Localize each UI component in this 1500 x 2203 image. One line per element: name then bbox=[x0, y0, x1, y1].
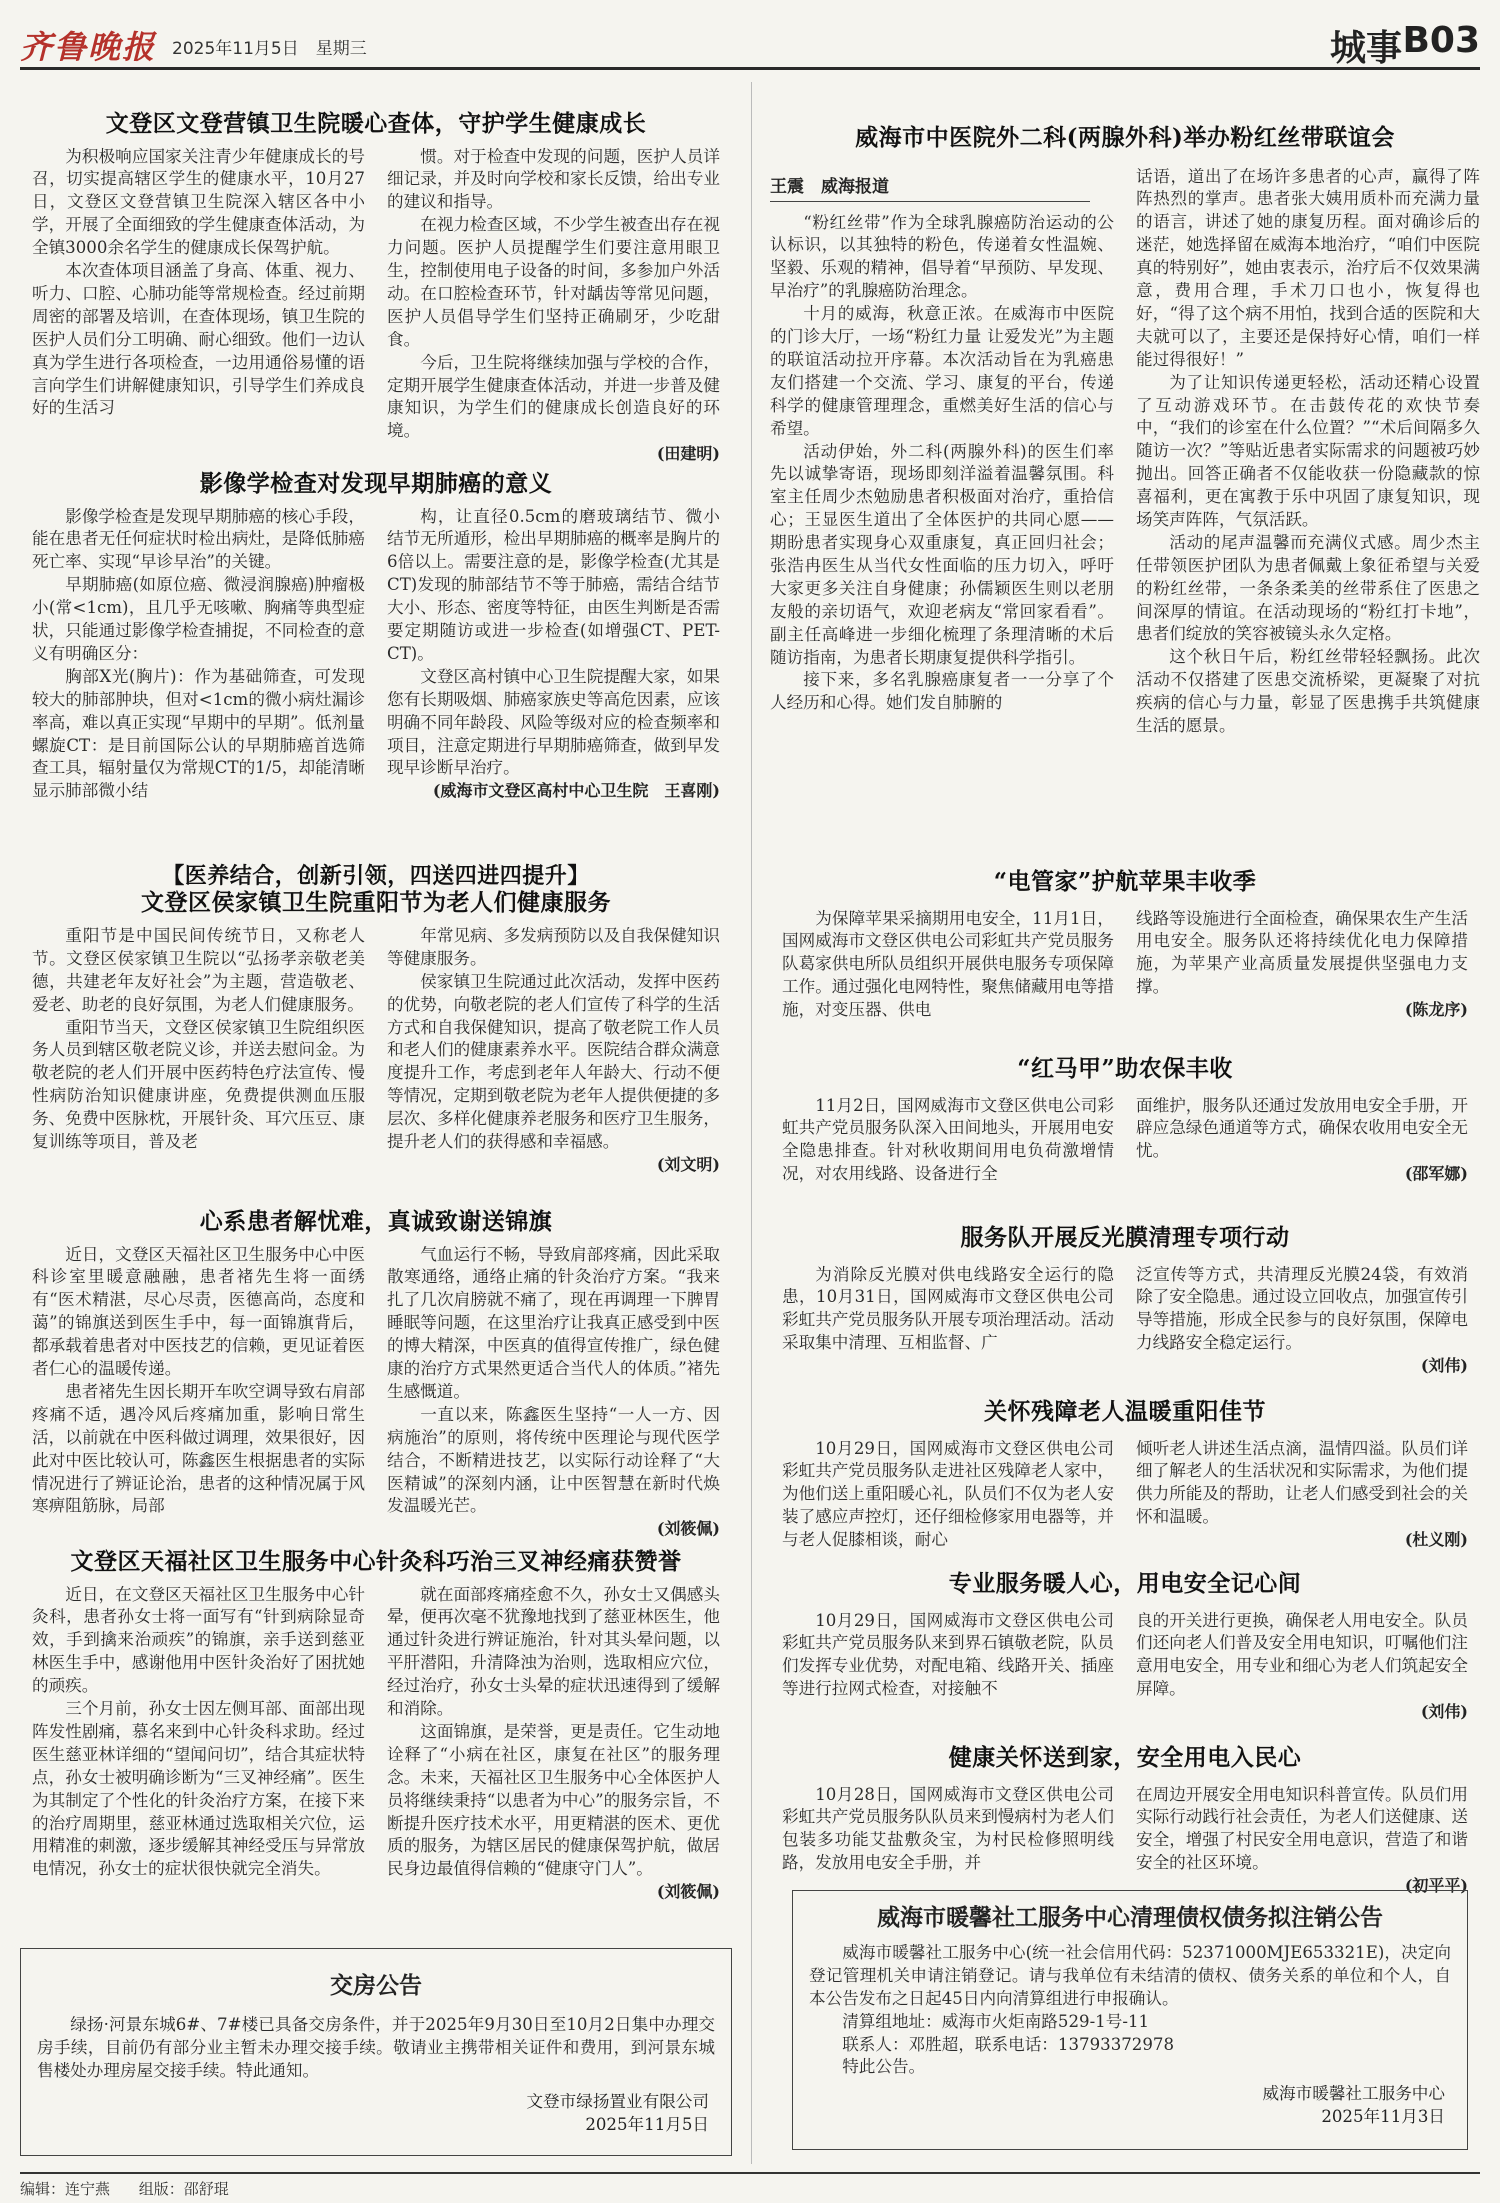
notice-end: 特此公告。 bbox=[842, 2057, 926, 2077]
column-divider bbox=[751, 82, 752, 2164]
paragraph: 重阳节是中国民间传统节日，又称老人节。文登区侯家镇卫生院以“弘扬孝亲敬老美德，共建老年友好社会”为主题，营造敬老、爱老、助老的良好氛围，为老人们健康服务。 bbox=[32, 925, 365, 1014]
article-column-1 bbox=[770, 212, 1114, 738]
article-column-2 bbox=[1136, 1610, 1468, 1724]
article-title: 威海市中医院外二科(两腺外科)举办粉红丝带联谊会 bbox=[855, 124, 1395, 151]
notice-address: 清算组地址：威海市火炬南路529-1号-11 bbox=[842, 2011, 1150, 2031]
deregistration-notice bbox=[792, 1890, 1468, 2150]
paragraph: 十月的威海，秋意正浓。在威海市中医院的门诊大厅，一场“粉红力量 让爱发光”为主题的联谊活动拉开序幕。本次活动旨在为乳癌患友们搭建一个交流、学习、康复的平台，传递科学的健康管理理念，重燃美好生活的信心与希望。 bbox=[770, 304, 1114, 438]
page-footer bbox=[20, 2172, 1480, 2199]
notice-title: 威海市暖馨社工服务中心清理债权债务拟注销公告 bbox=[877, 1904, 1383, 1931]
paragraph: 胸部X光(胸片)：作为基础筛查，可发现较大的肺部肿块，但对<1cm的微小病灶漏诊率高，难以真正实现“早期中的早期”。低剂量螺旋CT：是目前国际公认的早期肺癌首选筛查工具，辐射量仅为常规CT的1/5，却能清晰显示肺部微小结 bbox=[32, 666, 365, 801]
paragraph: 面维护，服务队还通过发放用电安全手册，开辟应急绿色通道等方式，确保农收用电安全无忧。 bbox=[1136, 1095, 1468, 1161]
notice-org: 文登市绿扬置业有限公司 bbox=[526, 2091, 709, 2111]
notice-org: 威海市暖馨社工服务中心 bbox=[1262, 2084, 1445, 2104]
article-lung-cancer-imaging bbox=[20, 470, 732, 855]
article-red-vest bbox=[770, 1055, 1480, 1205]
paragraph: 在视力检查区域，不少学生被查出存在视力问题。医护人员提醒学生们要注意用眼卫生，控制使用电子设备的时间，多参加户外活动。在口腔检查环节，针对龋齿等常见问题，医护人员倡导学生们坚持正确刷牙，少吃甜食。 bbox=[387, 215, 720, 349]
paragraph: 三个月前，孙女士因左侧耳部、面部出现阵发性剧痛，慕名来到中心针灸科求助。经过医生慈亚林详细的“望闻问切”，结合其症状特点，孙女士被明确诊断为“三叉神经痛”。医生为其制定了个性化的针灸治疗方案，在接下来的治疗周期里，慈亚林通过选取相关穴位，运用精准的刺激，逐步缓解其神经受压与异常放电情况，孙女士的症状很快就完全消失。 bbox=[32, 1699, 365, 1879]
paragraph: 倾听老人讲述生活点滴，温情四溢。队员们详细了解老人的生活状况和实际需求，为他们提供力所能及的帮助，让老人们感受到社会的关怀和温暖。 bbox=[1136, 1438, 1468, 1527]
article-column-1 bbox=[32, 1244, 365, 1541]
article-column-2 bbox=[387, 506, 720, 804]
notice-contact: 联系人：邓胜超，联系电话：13793372978 bbox=[842, 2034, 1175, 2054]
article-pink-ribbon bbox=[770, 124, 1480, 879]
paragraph: 侯家镇卫生院通过此次活动，发挥中医药的优势，向敬老院的老人们宣传了科学的生活方式和自我保健知识，提高了敬老院工作人员和老人们的健康素养水平。医院结合群众满意度提升工作，考虑到老年人年龄大、行动不便等情况，定期到敬老院为老年人提供便捷的多层次、多样化健康养老服务和医疗卫生服务，提升老人们的获得感和幸福感。 bbox=[387, 971, 720, 1151]
byline: (刘伟) bbox=[1420, 1356, 1468, 1376]
notice-date: 2025年11月5日 bbox=[585, 2114, 709, 2134]
paragraph: 10月29日，国网威海市文登区供电公司彩虹共产党员服务队来到界石镇敬老院，队员们发挥专业优势，对配电箱、线路开关、插座等进行拉网式检查，对接触不 bbox=[782, 1610, 1114, 1699]
article-column-2 bbox=[387, 1584, 720, 1904]
paragraph: 为消除反光膜对供电线路安全运行的隐患，10月31日，国网威海市文登区供电公司彩虹共产党员服务队开展专项治理活动。活动采取集中清理、互相监督、广 bbox=[782, 1264, 1114, 1353]
notice-text: 威海市暖馨社工服务中心(统一社会信用代码：52371000MJE653321E)，决定向登记管理机关申请注销登记。请与我单位有未结清的债权、债务关系的单位和个人，自本公告发布之日起45日内向清算组进行申报确认。 bbox=[809, 1943, 1451, 2008]
paragraph: 就在面部疼痛痊愈不久，孙女士又偶感头晕，便再次毫不犹豫地找到了慈亚林医生，他通过针灸进行辨证施治，针对其头晕问题，以平肝潜阳，升清降浊为治则，选取相应穴位，经过治疗，孙女士头晕的症状迅速得到了缓解和消除。 bbox=[387, 1584, 720, 1719]
article-title: 健康关怀送到家，安全用电入民心 bbox=[948, 1744, 1302, 1771]
paragraph: 活动伊始，外二科(两腺外科)的医生们率先以诚挚寄语，现场即刻洋溢着温馨氛围。科室主任周少杰勉励患者积极面对治疗，重拾信心；王显医生道出了全体医护的共同心愿——期盼患者实现身心双重康复，真正回归社会；张浩冉医生从当代女性面临的压力切入，呼吁大家更多关注自身健康；孙儒颖医生则以老朋友般的亲切语气，欢迎老病友“常回家看看”。副主任高峰进一步细化梳理了条理清晰的术后随访指南，为患者长期康复提供科学指引。 bbox=[770, 441, 1114, 667]
paragraph: 泛宣传等方式，共清理反光膜24袋，有效消除了安全隐患。通过设立回收点，加强宣传引导等措施，形成全民参与的良好氛围，保障电力线路安全稳定运行。 bbox=[1136, 1264, 1468, 1353]
notice-title: 交房公告 bbox=[330, 1972, 422, 1999]
article-column-1 bbox=[782, 1264, 1114, 1378]
byline: (刘筱佩) bbox=[656, 1519, 720, 1539]
byline: (刘伟) bbox=[1420, 1702, 1468, 1722]
article-kicker: 【医养结合，创新引领，四送四进四提升】 bbox=[162, 863, 590, 889]
article-title: 文登区文登营镇卫生院暖心查体，守护学生健康成长 bbox=[105, 110, 647, 137]
article-column-2 bbox=[1136, 1264, 1468, 1378]
byline: (杜义刚) bbox=[1404, 1530, 1468, 1550]
paragraph: 文登区高村镇中心卫生院提醒大家，如果您有长期吸烟、肺癌家族史等高危因素，应该明确不同年龄段、风险等级对应的检查频率和项目，注意定期进行早期肺癌筛查，做到早发现早诊断早治疗。 bbox=[387, 666, 720, 778]
paragraph: 影像学检查是发现早期肺癌的核心手段，能在患者无任何症状时检出病灶，是降低肺癌死亡率、实现“早诊早治”的关键。 bbox=[32, 506, 365, 572]
article-title: 影像学检查对发现早期肺癌的意义 bbox=[199, 470, 553, 497]
article-title: 文登区侯家镇卫生院重阳节为老人们健康服务 bbox=[141, 889, 611, 917]
article-column-1 bbox=[32, 506, 365, 804]
article-column-2 bbox=[387, 925, 720, 1176]
section-name: 城事 bbox=[1329, 27, 1402, 69]
article-title: 文登区天福社区卫生服务中心针灸科巧治三叉神经痛获赞誉 bbox=[70, 1548, 682, 1575]
article-title: “电管家”护航苹果丰收季 bbox=[993, 868, 1257, 895]
article-title: 关怀残障老人温暖重阳佳节 bbox=[984, 1398, 1266, 1425]
paragraph: 在周边开展安全用电知识科普宣传。队员们用实际行动践行社会责任，为老人们送健康、送安全，增强了村民安全用电意识，营造了和谐安全的社区环境。 bbox=[1136, 1784, 1468, 1873]
article-column-1 bbox=[32, 1584, 365, 1904]
paragraph: 良的开关进行更换，确保老人用电安全。队员们还向老人们普及安全用电知识，叮嘱他们注意用电安全，用专业和细心为老人们筑起安全屏障。 bbox=[1136, 1610, 1468, 1699]
article-elderly-care bbox=[20, 863, 732, 1193]
housing-delivery-notice bbox=[20, 1948, 732, 2156]
paragraph: 重阳节当天，文登区侯家镇卫生院组织医务人员到辖区敬老院义诊，并送去慰问金。为敬老院的老人们开展中医药特色疗法宣传、慢性病防治知识健康讲座，免费提供测血压服务、免费中医脉枕，开展针灸、耳穴压豆、康复训练等项目，普及老 bbox=[32, 1017, 365, 1151]
paragraph: 气血运行不畅，导致肩部疼痛，因此采取散寒通络，通络止痛的针灸治疗方案。“我来扎了几次肩膀就不痛了，现在再调理一下脾胃睡眠等问题，在这里治疗让我真正感受到中医的博大精深，中医真的值得宣传推广，绿色健康的治疗方式果然更适合当代人的体质。”褚先生感慨道。 bbox=[387, 1244, 720, 1401]
article-title: 服务队开展反光膜清理专项行动 bbox=[960, 1224, 1290, 1251]
article-nursing-home bbox=[770, 1570, 1480, 1720]
newspaper-logo: 齐鲁晚报 bbox=[20, 28, 157, 66]
article-disabled-elderly bbox=[770, 1398, 1480, 1548]
paragraph: 为了让知识传递更轻松，活动还精心设置了互动游戏环节。在击鼓传花的欢快节奏中，“我们的诊室在什么位置？”“术后间隔多久随访一次？”等贴近患者实际需求的问题被巧妙抛出。回答正确者不仅能收获一份隐藏款的惊喜福利，更在寓教于乐中巩固了康复知识，现场笑声阵阵，气氛活跃。 bbox=[1136, 372, 1480, 529]
article-column-1 bbox=[32, 146, 365, 466]
paragraph: 线路等设施进行全面检查，确保果农生产生活用电安全。服务队还将持续优化电力保障措施，为苹果产业高质量发展提供坚强电力支撑。 bbox=[1136, 908, 1468, 997]
article-column-2 bbox=[1136, 1784, 1468, 1898]
paragraph: 近日，在文登区天福社区卫生服务中心针灸科，患者孙女士将一面写有“针到病除显奇效，手到擒来治顽疾”的锦旗，亲手送到慈亚林医生手中，感谢他用中医针灸治好了困扰她的顽疾。 bbox=[32, 1584, 365, 1696]
paragraph: 话语，道出了在场许多患者的心声，赢得了阵阵热烈的掌声。患者张大姨用质朴而充满力量的语言，讲述了她的康复历程。面对确诊后的迷茫，她选择留在威海本地治疗，“咱们中医院真的特别好”，她由衷表示，治疗后不仅效果满意，费用合理，手术刀口也小，恢复得也好，“得了这个病不用怕，找到合适的医院和大夫就可以了，主要还是保持好心情，咱们一样能过得很好！” bbox=[1136, 166, 1480, 369]
byline: (威海市文登区高村中心卫生院 王喜刚) bbox=[432, 781, 720, 801]
paragraph: 11月2日，国网威海市文登区供电公司彩虹共产党员服务队深入田间地头，开展用电安全隐患排查。针对秋收期间用电负荷激增情况，对农用线路、设备进行全 bbox=[782, 1095, 1114, 1184]
issue-date: 2025年11月5日 星期三 bbox=[172, 39, 367, 59]
article-column-2 bbox=[1136, 166, 1480, 738]
article-column-2 bbox=[1136, 908, 1468, 1022]
paragraph: 患者褚先生因长期开车吹空调导致右肩部疼痛不适，遇冷风后疼痛加重，影响日常生活，以前就在中医科做过调理，效果很好，因此对中医比较认可，陈鑫医生根据患者的实际情况进行了辨证论治，患者的这种情况属于风寒痹阻筋脉，局部 bbox=[32, 1381, 365, 1516]
article-title: “红马甲”助农保丰收 bbox=[1017, 1055, 1233, 1082]
paragraph: 早期肺癌(如原位癌、微浸润腺癌)肿瘤极小(常<1cm)，且几乎无咳嗽、胸痛等典型症状，只能通过影像学检查捕捉，不同检查的意义有明确区分： bbox=[32, 575, 365, 663]
paragraph: 本次查体项目涵盖了身高、体重、视力、听力、口腔、心肺功能等常规检查。经过前期周密的部署及培训，在查体现场，镇卫生院的医护人员们分工明确、耐心细致。他们一边认真为学生进行各项检查，一边用通俗易懂的语言向学生们讲解健康知识，引导学生们养成良好的生活习 bbox=[32, 261, 365, 418]
page-number: B03 bbox=[1402, 20, 1480, 61]
article-column-1 bbox=[782, 1784, 1114, 1898]
paragraph: 惯。对于检查中发现的问题，医护人员详细记录，并及时向学校和家长反馈，给出专业的建议和指导。 bbox=[387, 146, 720, 212]
article-column-2 bbox=[1136, 1095, 1468, 1187]
article-health-safety bbox=[770, 1744, 1480, 1894]
article-column-1 bbox=[782, 1438, 1114, 1552]
article-column-2 bbox=[1136, 1438, 1468, 1552]
notice-date: 2025年11月3日 bbox=[1321, 2107, 1445, 2127]
article-column-2 bbox=[387, 146, 720, 466]
layout-credit: 组版：邵舒琨 bbox=[138, 2180, 229, 2198]
article-banner-thanks bbox=[20, 1208, 732, 1538]
editor-credit: 编辑：连宁燕 bbox=[20, 2180, 111, 2198]
article-column-1 bbox=[782, 1095, 1114, 1187]
byline: (田建明) bbox=[656, 444, 720, 464]
article-column-1 bbox=[782, 908, 1114, 1022]
paragraph: 10月28日，国网威海市文登区供电公司彩虹共产党员服务队队员来到慢病村为老人们包装多功能艾盐敷灸宝，为村民检修照明线路，发放用电安全手册，并 bbox=[782, 1784, 1114, 1873]
paragraph: 今后，卫生院将继续加强与学校的合作，定期开展学生健康查体活动，并进一步普及健康知识，为学生们的健康成长创造良好的环境。 bbox=[387, 352, 720, 441]
byline: (邵军娜) bbox=[1404, 1164, 1468, 1184]
paragraph: 这个秋日午后，粉红丝带轻轻飘扬。此次活动不仅搭建了医患交流桥梁，更凝聚了对抗疾病的信心与力量，彰显了医患携手共筑健康生活的愿景。 bbox=[1136, 647, 1480, 735]
article-reflective-film bbox=[770, 1224, 1480, 1374]
paragraph: 构，让直径0.5cm的磨玻璃结节、微小结节无所遁形，检出早期肺癌的概率是胸片的6倍以上。需要注意的是，影像学检查(尤其是CT)发现的肺部结节不等于肺癌，需结合结节大小、形态、密度等特征，由医生判断是否需要定期随访或进一步检查(如增强CT、PET-CT)。 bbox=[387, 506, 720, 663]
byline: (刘文明) bbox=[656, 1154, 720, 1174]
reporter-byline: 王震 威海报道 bbox=[770, 172, 1090, 202]
article-apple-harvest bbox=[770, 868, 1480, 1036]
article-acupuncture bbox=[20, 1548, 732, 1928]
byline: (陈龙序) bbox=[1404, 1000, 1468, 1020]
article-column-2 bbox=[387, 1244, 720, 1541]
paragraph: 为积极响应国家关注青少年健康成长的号召，切实提高辖区学生的健康水平，10月27日，文登区文登营镇卫生院深入辖区各中小学，开展了全面细致的学生健康查体活动，为全镇3000余名学生的健康成长保驾护航。 bbox=[32, 146, 365, 258]
paragraph: 这面锦旗，是荣誉，更是责任。它生动地诠释了“小病在社区，康复在社区”的服务理念。未来，天福社区卫生服务中心全体医护人员将继续秉持“以患者为中心”的服务宗旨，不断提升医疗技术水平，用更精湛的医术、更优质的服务，为辖区居民的健康保驾护航，做居民身边最值得信赖的“健康守门人”。 bbox=[387, 1721, 720, 1879]
right-column bbox=[770, 0, 1480, 2203]
paragraph: 为保障苹果采摘期用电安全，11月1日，国网威海市文登区供电公司彩虹共产党员服务队葛家供电所队员组织开展供电服务专项保障工作。通过强化电网特性，聚焦储藏用电等措施，对变压器、供电 bbox=[782, 908, 1114, 1020]
paragraph: 近日，文登区天福社区卫生服务中心中医科诊室里暖意融融，患者褚先生将一面绣有“医术精湛，尽心尽责，医德高尚，态度和蔼”的锦旗送到医生手中，每一面锦旗背后，都承载着患者对中医技艺的信赖，更见证着医者仁心的温暖传递。 bbox=[32, 1244, 365, 1379]
paragraph: 接下来，多名乳腺癌康复者一一分享了个人经历和心得。她们发自肺腑的 bbox=[770, 670, 1114, 713]
notice-text: 绿扬·河景东城6#、7#楼已具备交房条件，并于2025年9月30日至10月2日集中办理交房手续，目前仍有部分业主暂未办理交接手续。敬请业主携带相关证件和费用，到河景东城售楼处办理房屋交接手续。特此通知。 bbox=[37, 2015, 715, 2080]
article-student-checkup bbox=[20, 110, 732, 464]
article-column-1 bbox=[32, 925, 365, 1176]
left-column bbox=[20, 0, 732, 2203]
paragraph: “粉红丝带”作为全球乳腺癌防治运动的公认标识，以其独特的粉色，传递着女性温婉、坚毅、乐观的精神，倡导着“早预防、早发现、早治疗”的乳腺癌防治理念。 bbox=[770, 212, 1114, 301]
paragraph: 活动的尾声温馨而充满仪式感。周少杰主任带领医护团队为患者佩戴上象征希望与关爱的粉红丝带，一条条柔美的丝带系住了医患之间深厚的情谊。在活动现场的“粉红打卡地”，患者们绽放的笑容被镜头永久定格。 bbox=[1136, 532, 1480, 644]
paragraph: 年常见病、多发病预防以及自我保健知识等健康服务。 bbox=[387, 925, 720, 968]
paragraph: 一直以来，陈鑫医生坚持“一人一方、因病施治”的原则，将传统中医理论与现代医学结合，不断精进技艺，以实际行动诠释了“大医精诚”的深刻内涵，让中医智慧在新时代焕发温暖光芒。 bbox=[387, 1404, 720, 1516]
byline: (初平平) bbox=[1404, 1876, 1468, 1896]
article-title: 专业服务暖人心，用电安全记心间 bbox=[948, 1570, 1302, 1597]
article-column-1 bbox=[782, 1610, 1114, 1724]
article-title: 心系患者解忧难，真诚致谢送锦旗 bbox=[199, 1208, 553, 1235]
paragraph: 10月29日，国网威海市文登区供电公司彩虹共产党员服务队走进社区残障老人家中，为他们送上重阳暖心礼，队员们不仅为老人安装了感应声控灯，还仔细检修家用电器等，并与老人促膝相谈，耐心 bbox=[782, 1438, 1114, 1550]
byline: (刘筱佩) bbox=[656, 1882, 720, 1902]
